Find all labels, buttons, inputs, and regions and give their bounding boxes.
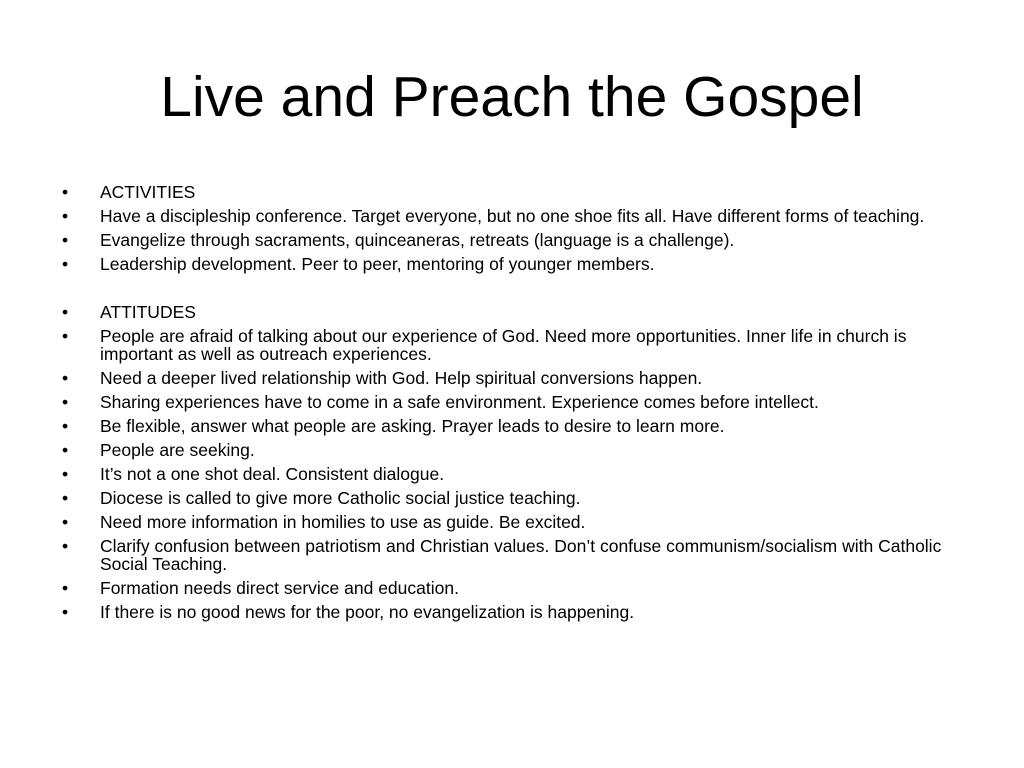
bullet-text: If there is no good news for the poor, no evangelization is happening. bbox=[100, 602, 635, 622]
bullet-item bbox=[62, 417, 962, 435]
bullet-icon: • bbox=[62, 512, 69, 532]
bullet-item bbox=[62, 603, 962, 621]
bullet-icon: • bbox=[62, 368, 69, 388]
bullet-item bbox=[62, 579, 962, 597]
bullet-text: Sharing experiences have to come in a safe environment. Experience comes before intellect. bbox=[100, 392, 819, 412]
slide-title: Live and Preach the Gospel bbox=[160, 65, 864, 129]
bullet-item bbox=[62, 441, 962, 459]
bullet-icon: • bbox=[62, 464, 69, 484]
bullet-icon: • bbox=[62, 302, 69, 322]
bullet-icon: • bbox=[62, 326, 69, 346]
bullet-item bbox=[62, 231, 962, 249]
bullet-icon: • bbox=[62, 230, 69, 250]
bullet-list bbox=[62, 183, 962, 627]
bullet-spacer bbox=[62, 279, 962, 297]
bullet-icon: • bbox=[62, 440, 69, 460]
bullet-icon: • bbox=[62, 206, 69, 226]
bullet-icon: • bbox=[62, 488, 69, 508]
bullet-text: Diocese is called to give more Catholic social justice teaching. bbox=[100, 488, 581, 508]
bullet-item bbox=[62, 207, 962, 225]
bullet-icon: • bbox=[62, 392, 69, 412]
bullet-text: Need more information in homilies to use as guide. Be excited. bbox=[100, 512, 586, 532]
bullet-icon: • bbox=[62, 254, 69, 274]
bullet-item-attitudes-heading bbox=[62, 303, 962, 321]
bullet-item bbox=[62, 369, 962, 387]
bullet-text: ACTIVITIES bbox=[100, 182, 196, 202]
bullet-text: It’s not a one shot deal. Consistent dialogue. bbox=[100, 464, 445, 484]
bullet-icon: • bbox=[62, 536, 69, 556]
bullet-text: People are seeking. bbox=[100, 440, 255, 460]
bullet-item bbox=[62, 255, 962, 273]
bullet-item bbox=[62, 489, 962, 507]
bullet-text: ATTITUDES bbox=[100, 302, 196, 322]
bullet-item bbox=[62, 393, 962, 411]
bullet-item-activities-heading bbox=[62, 183, 962, 201]
bullet-item bbox=[62, 327, 962, 363]
bullet-text: People are afraid of talking about our experience of God. Need more opportunities. Inner life in church is important as well as outreach experiences. bbox=[100, 326, 907, 364]
bullet-text: Formation needs direct service and education. bbox=[100, 578, 459, 598]
bullet-text: Evangelize through sacraments, quinceaneras, retreats (language is a challenge). bbox=[100, 230, 735, 250]
bullet-text: Leadership development. Peer to peer, mentoring of younger members. bbox=[100, 254, 655, 274]
bullet-text: Have a discipleship conference. Target everyone, but no one shoe fits all. Have different forms of teaching. bbox=[100, 206, 925, 226]
bullet-item bbox=[62, 537, 962, 573]
bullet-item bbox=[62, 465, 962, 483]
bullet-icon: • bbox=[62, 416, 69, 436]
bullet-icon: • bbox=[62, 602, 69, 622]
bullet-text: Be flexible, answer what people are asking. Prayer leads to desire to learn more. bbox=[100, 416, 725, 436]
bullet-text: Clarify confusion between patriotism and Christian values. Don’t confuse communism/socialism with Catholic Social Teaching. bbox=[100, 536, 942, 574]
bullet-text: Need a deeper lived relationship with God. Help spiritual conversions happen. bbox=[100, 368, 703, 388]
bullet-icon: • bbox=[62, 578, 69, 598]
bullet-icon: • bbox=[62, 182, 69, 202]
bullet-item bbox=[62, 513, 962, 531]
